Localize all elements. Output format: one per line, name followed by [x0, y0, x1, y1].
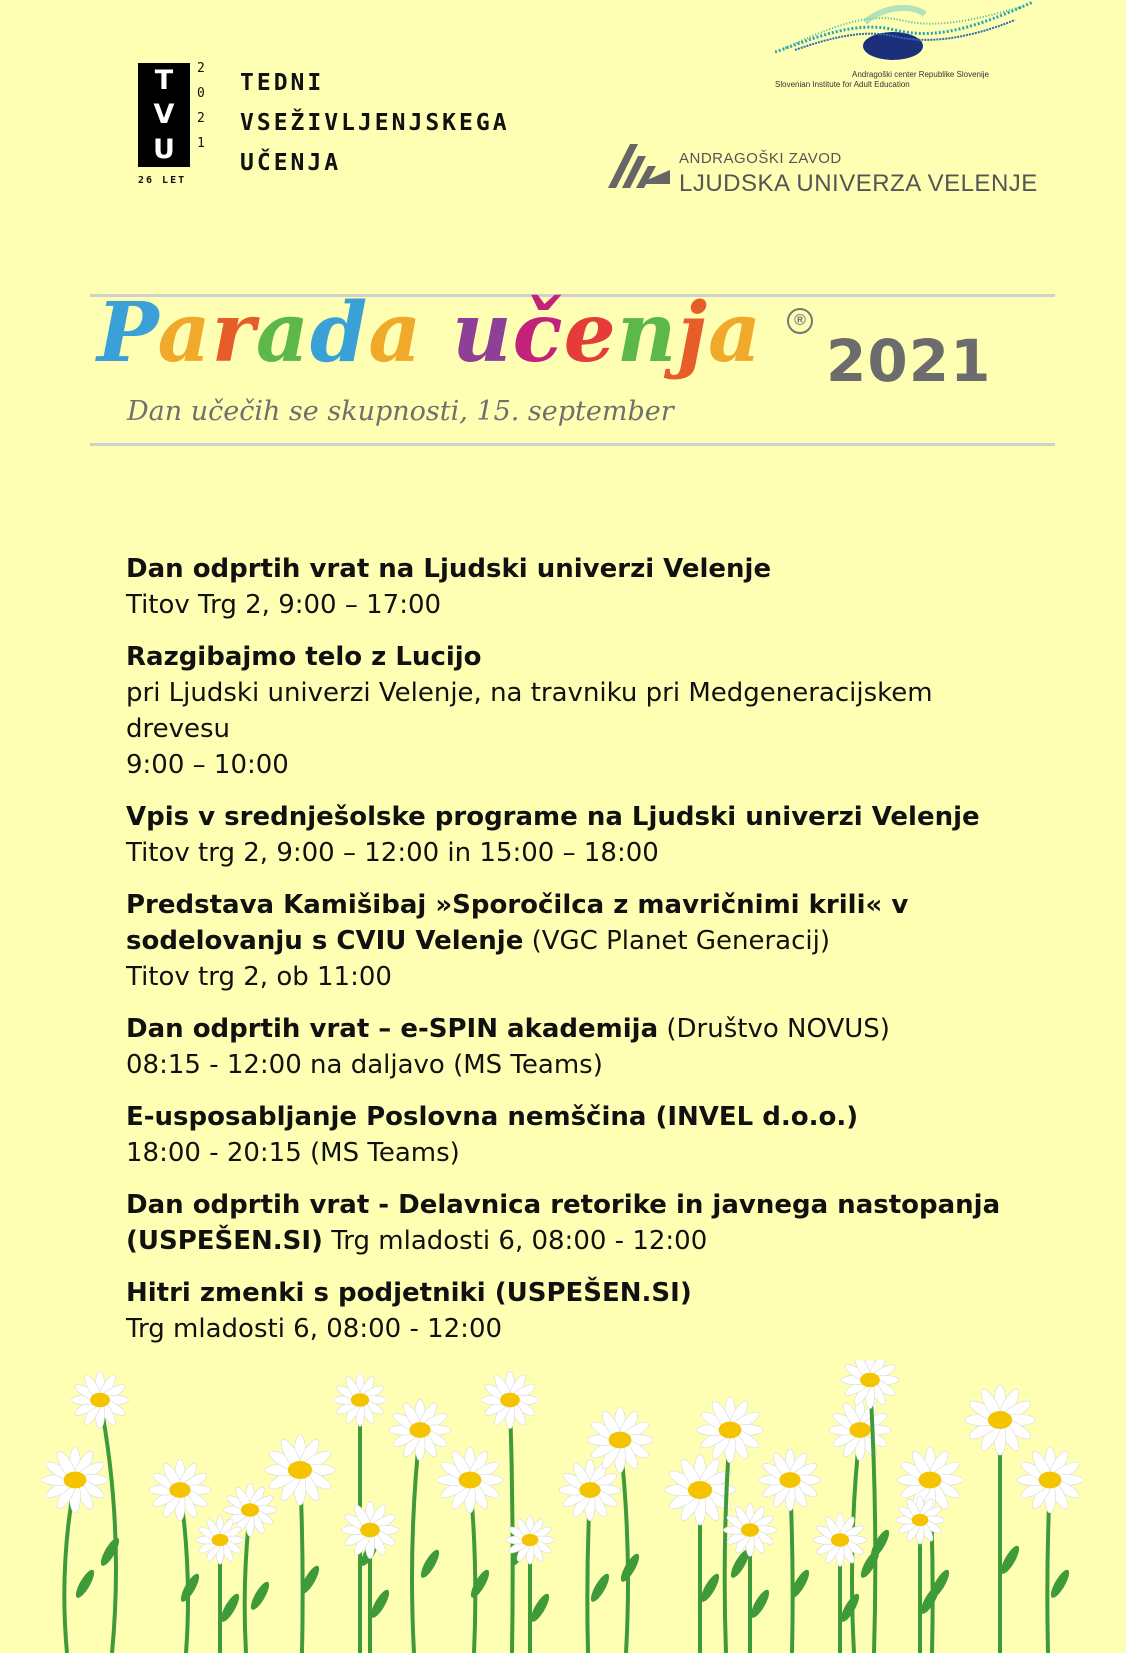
daisy-flower [965, 1385, 1035, 1653]
event-title-extra: (Društvo NOVUS) [658, 1014, 890, 1044]
daisy-flower [587, 1407, 653, 1653]
title-letter: r [211, 285, 256, 381]
daisy-flower [559, 1459, 621, 1653]
event-title: Predstava Kamišibaj »Sporočilca z mavričnimi krili« v sodelovanju s CVIU Velenje [126, 890, 909, 956]
daisy-flower [897, 1447, 963, 1653]
daisy-flower [724, 1504, 777, 1653]
tvu-year-digits [197, 62, 209, 150]
daisy-flower [265, 1435, 335, 1653]
tvu-letter-v: V [153, 99, 175, 131]
tvu-letter-u: U [153, 134, 175, 166]
daisy-flower [389, 1399, 451, 1653]
daisy-flower [224, 1484, 277, 1653]
tvu-year-digit: 1 [197, 136, 205, 151]
tvu-title [240, 63, 510, 183]
tvu-anniversary: 26 LET [138, 175, 187, 186]
banner-year: 2021 [826, 327, 992, 395]
event-detail: Titov Trg 2, 9:00 – 17:00 [126, 590, 442, 620]
tvu-year-digit: 2 [197, 61, 205, 76]
acs-logo-line2: Slovenian Institute for Adult Education [775, 80, 910, 89]
event-item [126, 1099, 1046, 1171]
registered-mark: ® [787, 308, 813, 334]
daisy-flower [814, 1514, 867, 1653]
title-letter: n [616, 285, 678, 381]
banner-bottom-rule [90, 443, 1055, 446]
daisy-meadow-illustration [0, 1360, 1126, 1653]
daisy-flower [341, 1501, 398, 1653]
event-detail: Trg mladosti 6, 08:00 - 12:00 [126, 1314, 503, 1344]
event-item [126, 1011, 1046, 1083]
title-letter: a [368, 285, 423, 381]
luv-logo-main: LJUDSKA UNIVERZA VELENJE [679, 170, 1038, 197]
event-item [126, 799, 1046, 871]
event-item [126, 639, 1046, 783]
title-letter: a [708, 285, 763, 381]
daisy-flower [437, 1447, 503, 1653]
title-letter: a [157, 285, 212, 381]
event-item [126, 1275, 1046, 1347]
event-title: Hitri zmenki s podjetniki (USPEŠEN.SI) [126, 1278, 692, 1308]
event-item [126, 1187, 1046, 1259]
tvu-title-line: TEDNI [240, 70, 325, 96]
event-detail: 9:00 – 10:00 [126, 750, 289, 780]
title-letter: P [97, 285, 158, 381]
luv-logo-top: ANDRAGOŠKI ZAVOD [679, 150, 842, 167]
event-item [126, 551, 1046, 623]
daisy-flower [1017, 1447, 1083, 1653]
daisy-flower [759, 1449, 821, 1653]
title-letter: č [512, 285, 564, 381]
tvu-title-line: VSEŽIVLJENJSKEGA [240, 110, 510, 136]
event-title: Razgibajmo telo z Lucijo [126, 642, 482, 672]
daisy-flower [896, 1496, 944, 1653]
tvu-year-digit: 0 [197, 86, 205, 101]
tvu-logo-block [138, 63, 190, 167]
event-title: E-usposabljanje Poslovna nemščina (INVEL d.o.o.) [126, 1102, 859, 1132]
tvu-title-line: UČENJA [240, 150, 342, 176]
acs-logo-line1: Andragoški center Republike Slovenije [852, 70, 989, 79]
event-title: Dan odprtih vrat - Delavnica retorike in javnega nastopanja (USPEŠEN.SI) [126, 1190, 1001, 1256]
tvu-year-digit: 2 [197, 111, 205, 126]
event-title-extra: (VGC Planet Generacij) [523, 926, 830, 956]
title-letter: j [677, 285, 709, 381]
banner-subtitle: Dan učečih se skupnosti, 15. september [127, 396, 674, 427]
daisy-flower [196, 1516, 244, 1653]
title-letter: e [563, 285, 617, 381]
luv-logo-mark [608, 140, 672, 192]
event-title-extra: Trg mladosti 6, 08:00 - 12:00 [322, 1226, 708, 1256]
event-detail: Titov trg 2, ob 11:00 [126, 962, 392, 992]
event-title: Dan odprtih vrat – e-SPIN akademija [126, 1014, 659, 1044]
title-letter: u [452, 285, 513, 381]
daisy-flower [71, 1371, 128, 1653]
event-title: Dan odprtih vrat na Ljudski univerzi Velenje [126, 554, 772, 584]
title-letter: a [255, 285, 310, 381]
event-item [126, 887, 1046, 995]
event-detail: 18:00 - 20:15 (MS Teams) [126, 1138, 460, 1168]
event-detail: pri Ljudski univerzi Velenje, na travniku pri Medgeneracijskem drevesu [126, 678, 933, 744]
event-title: Vpis v srednješolske programe na Ljudski univerzi Velenje [126, 802, 980, 832]
title-letter: d [309, 285, 369, 381]
banner-title [97, 285, 763, 381]
daisy-flower [149, 1459, 211, 1653]
tvu-letter-t: T [154, 64, 174, 96]
daisy-flower [42, 1447, 108, 1653]
event-detail: 08:15 - 12:00 na daljavo (MS Teams) [126, 1050, 603, 1080]
events-list [126, 551, 1046, 1363]
event-detail: Titov trg 2, 9:00 – 12:00 in 15:00 – 18:00 [126, 838, 659, 868]
